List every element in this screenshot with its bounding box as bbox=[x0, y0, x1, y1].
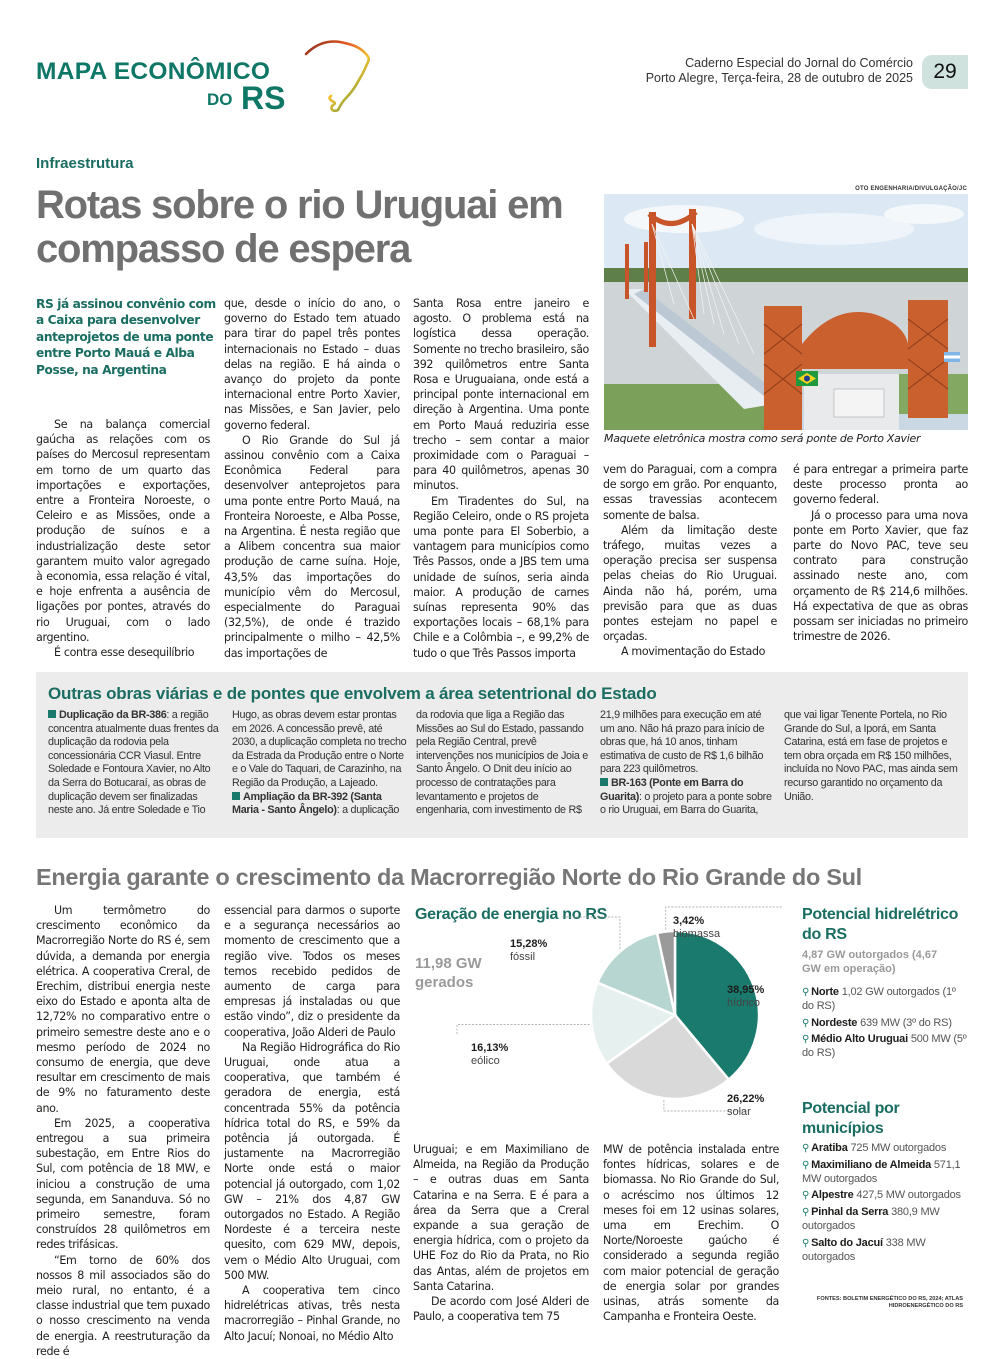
article1-column-4 bbox=[603, 462, 777, 660]
region-value: 1,02 GW outorgados (1º do RS) bbox=[802, 986, 956, 1012]
municipality-value: 427,5 MW outorgados bbox=[856, 1189, 961, 1202]
map-pin-icon: ⚲ bbox=[802, 1034, 810, 1046]
region-value: 500 MW (5º do RS) bbox=[802, 1033, 967, 1060]
article1-column-1 bbox=[36, 417, 210, 660]
municipal-potential-list bbox=[802, 1142, 967, 1267]
hydro-potential-subtitle: 4,87 GW outorgados (4,67 GW em operação) bbox=[802, 949, 938, 975]
paragraph: Em 2025, a cooperativa entregou a sua primeira subestação, em Entre Rios do Sul, com potência de 18 MW, e iniciou a construção de uma segunda, em Sananduva. Só no primeiro semestre, foram construídos 28 quilômetros em redes trifásicas. bbox=[36, 1116, 210, 1252]
municipality-value: 380,9 MW outorgados bbox=[802, 1206, 940, 1232]
paragraph: Uruguai; e em Maximiliano de Almeida, na Região da Produção – e outras duas em Santa Catarina e na Serra. E é para a área da Serra que a Creral expande a sua geração de energia hídrica, com o projeto da UHE Foz do Rio da Prata, no Rio das Antas, além de projetos em Santa Catarina. bbox=[413, 1143, 589, 1293]
municipality-value: 338 MW outorgados bbox=[802, 1236, 926, 1263]
paragraph: MW de potência instalada entre fontes hídricas, solares e de biomassa. No Rio Grande do Sul, o acréscimo nos últimos 12 meses foi em 12 usinas solares, uma em Erechim. O Norte/Noroeste gaúcho é considerado a segunda região com maior potencial de geração de energia solar por grandes usinas, atrás somente da Campanha e Fronteira Oeste. bbox=[603, 1143, 779, 1324]
list-item bbox=[802, 1189, 967, 1203]
paragraph: é para entregar a primeira parte deste processo pronta ao governo federal. bbox=[793, 463, 968, 507]
box-title: Outras obras viárias e de pontes que envolvem a área setentrional do Estado bbox=[48, 684, 657, 703]
bridge-rendering-photo bbox=[604, 194, 968, 430]
region-name: Nordeste bbox=[811, 1016, 858, 1029]
section-kicker: Infraestrutura bbox=[36, 155, 134, 172]
other-works-box bbox=[36, 672, 968, 838]
article-headline: Rotas sobre o rio Uruguai em compasso de espera bbox=[36, 183, 563, 271]
sources-note: FONTES: BOLETIM ENERGÉTICO DO RS, 2024; ATLAS HIDROENERGÉTICO DO RS bbox=[816, 1296, 963, 1309]
municipality-name: Alpestre bbox=[811, 1189, 854, 1202]
pie-label-name-biomassa: biomassa bbox=[673, 928, 721, 940]
chart-subtitle: 11,98 GW gerados bbox=[415, 955, 482, 991]
box-columns bbox=[48, 709, 960, 827]
publication-name: Caderno Especial do Jornal do Comércio bbox=[685, 56, 913, 70]
bullet-square-icon bbox=[232, 792, 240, 800]
brand-do: DO bbox=[207, 90, 233, 109]
map-pin-icon: ⚲ bbox=[802, 1159, 810, 1171]
chart-title: Geração de energia no RS bbox=[415, 906, 607, 923]
pie-label-value-fóssil: 15,28% bbox=[510, 938, 548, 950]
paragraph: É contra esse desequilíbrio bbox=[54, 646, 195, 660]
page-number-badge: 29 bbox=[922, 55, 968, 89]
energy-headline: Energia garante o crescimento da Macrorregião Norte do Rio Grande do Sul bbox=[36, 864, 862, 890]
hydro-potential-title: Potencial hidrelétrico do RS bbox=[802, 906, 959, 943]
article2-column-2 bbox=[224, 903, 400, 1344]
box-item-title: Ampliação da BR-392 (Santa Maria - Santo Ângelo) bbox=[232, 790, 382, 817]
municipality-name: Pinhal da Serra bbox=[811, 1206, 889, 1219]
list-item bbox=[802, 1206, 967, 1234]
rs-map-outline-icon bbox=[298, 38, 378, 116]
article2-column-3 bbox=[413, 1142, 589, 1324]
map-pin-icon: ⚲ bbox=[802, 987, 810, 998]
paragraph: A movimentação do Estado bbox=[621, 645, 766, 659]
pie-label-name-hídrico: hídrico bbox=[727, 997, 761, 1009]
map-pin-icon: ⚲ bbox=[802, 1237, 810, 1249]
pie-label-name-solar: solar bbox=[727, 1106, 751, 1118]
bullet-square-icon bbox=[48, 710, 56, 718]
list-item bbox=[802, 1033, 967, 1061]
energy-pie-chart bbox=[405, 895, 785, 1135]
paragraph: Já o processo para uma nova ponte em Porto Xavier, que faz parte do Novo PAC, teve seu contrato para construção assinado neste ano, com orçamento de R$ 214,6 milhões. Há expectativa de que as obras possam ser iniciadas no primeiro trimestre de 2026. bbox=[793, 508, 968, 644]
pie-leader-line-fóssil bbox=[562, 917, 620, 949]
article1-column-3 bbox=[413, 296, 589, 661]
paragraph: De acordo com José Alderi de Paulo, a cooperativa tem 75 bbox=[413, 1295, 589, 1324]
list-item bbox=[802, 1142, 967, 1156]
paragraph: Em Tiradentes do Sul, na Região Celeiro, onde o RS projeta uma ponte para El Soberbio, a vantagem para municípios como Três Passos, onde a JBS tem uma unidade de suínos, seria ainda maior. A produção de carnes suínas representa 90% das exportações locais – 68,1% para Chile e a Colômbia –, e 99,2% de tudo o que Três Passos importa bbox=[413, 494, 589, 660]
paragraph: Um termômetro do crescimento econômico da Macrorregião Norte do RS é, sem dúvida, a demanda por energia elétrica. A cooperativa Creral, de Erechim, distribui energia neste eixo do Estado e aponta alta de 12,72% no comparativo entre o primeiro semestre deste ano e o mesmo período de 2024 no consumo de energia, que deve resultar em crescimento de mais de 9% no faturamento deste ano. bbox=[36, 904, 210, 1115]
region-name: Norte bbox=[811, 986, 839, 998]
pie-label-name-fóssil: fóssil bbox=[510, 951, 536, 963]
municipality-name: Salto do Jacuí bbox=[811, 1236, 883, 1249]
article1-column-5 bbox=[793, 462, 968, 644]
paragraph: A cooperativa tem cinco hidrelétricas ativas, três nesta macrorregião – Pinhal Grande, no Alto Jacuí; Nonoai, no Médio Alto bbox=[224, 1284, 400, 1343]
bridge-illustration bbox=[604, 194, 968, 430]
region-name: Médio Alto Uruguai bbox=[811, 1033, 908, 1046]
box-item-title: Duplicação da BR-386 bbox=[59, 709, 167, 721]
map-pin-icon: ⚲ bbox=[802, 1190, 810, 1202]
box-item-title: BR-163 (Ponte em Barra do Guarita) bbox=[600, 776, 744, 803]
paragraph: Santa Rosa entre janeiro e agosto. O problema está na logística dessa operação. Somente no trecho brasileiro, são 392 quilômetros entre Santa Rosa e Uruguaiana, onde está a principal ponte internacional em direção à Argentina. Uma ponte em Porto Mauá reduziria esse trecho – sem contar a maior proximidade com o Paraguai – para 40 quilômetros, apenas 30 minutos. bbox=[413, 297, 589, 493]
map-pin-icon: ⚲ bbox=[802, 1143, 810, 1154]
dateline: Porto Alegre, Terça-feira, 28 de outubro de 2025 bbox=[645, 71, 913, 85]
paragraph: O Rio Grande do Sul já assinou convênio com a Caixa Econômica Federal para desenvolver anteprojetos para uma ponte entre Porto Mauá, na Fronteira Noroeste, e Alba Posse, na Argentina. É nesta região que a Alibem concentra sua maior produção de carne suína. Hoje, 43,5% das importações do município vêm do Mercosul, especialmente do Paraguai (32,5%), de onde é trazido principalmente o milho – 42,5% das importações de bbox=[224, 433, 400, 660]
paragraph: Além da limitação deste tráfego, muitas vezes a operação precisa ser suspensa pelas cheias do Rio Uruguai. Ainda não há, porém, uma previsão para que as duas pontes estejam no papel e orçadas. bbox=[603, 523, 777, 644]
article2-column-4 bbox=[603, 1142, 779, 1324]
list-item bbox=[802, 1017, 967, 1031]
map-pin-icon: ⚲ bbox=[802, 1017, 810, 1029]
pie-label-value-biomassa: 3,42% bbox=[673, 915, 705, 927]
box-item-text: : a região concentra atualmente duas frentes da duplicação da rodovia pela concessionária CCR Viasul. Entre Soledade e Fontoura Xavier, no Alto da Serra do Botucaraí, as obras de duplicação devem ser finalizadas neste ano. Já entre Soledade e Tio Hugo, as obras devem estar prontas em 2026. A concessão prevê, até 2030, a duplicação completa no trecho da Estrada da Produção entre o Norte e o Vale do Taquari, de Carazinho, na Região da Produção, a Lajeado. bbox=[48, 709, 407, 817]
photo-caption: Maquete eletrônica mostra como será ponte de Porto Xavier bbox=[604, 432, 921, 445]
pie-label-value-eólico: 16,13% bbox=[471, 1042, 509, 1054]
region-value: 639 MW (3º do RS) bbox=[860, 1016, 952, 1029]
box-item-text: : o projeto para a ponte sobre o rio Uruguai, em Barra do Guarita, que vai ligar Tenente Portela, no Rio Grande do Sul, a Iporá, em Santa Catarina, está em fase de projetos e tem obra orçada em R$ 150 milhões, incluída no Novo PAC, mas ainda sem recurso garantido no orçamento da União. bbox=[600, 709, 958, 817]
municipality-name: Maximiliano de Almeida bbox=[811, 1158, 932, 1171]
photo-credit: OTO ENGENHARIA/DIVULGAÇÃO/JC bbox=[855, 186, 967, 192]
masthead-logo bbox=[36, 38, 346, 118]
article2-column-1 bbox=[36, 903, 210, 1359]
list-item bbox=[802, 1159, 967, 1187]
publication-info bbox=[646, 56, 913, 86]
municipal-potential-title: Potencial por municípios bbox=[802, 1100, 900, 1137]
paragraph: que, desde o início do ano, o governo do Estado tem atuado para tirar do papel três pontes internacionais no Estado – duas delas na região. E há ainda o avanço do projeto da ponte internacional entre Porto Xavier, nas Missões, e San Javier, pelo governo federal. bbox=[224, 297, 400, 432]
pie-label-value-hídrico: 38,95% bbox=[727, 984, 765, 996]
paragraph: Na Região Hidrográfica do Rio Uruguai, onde atua a cooperativa, que também é geradora de energia, está concentrada 55% da potência hídrica total do RS, e 59% da potência já outorgada. É justamente na Macrorregião Norte onde está o maior potencial já outorgado, com 1,02 GW – 21% dos 4,87 GW outorgados no Estado. A Região Nordeste é a terceira neste quesito, com 629 MW, depois, vem o Médio Alto Uruguai, com 500 MW. bbox=[224, 1040, 400, 1282]
municipality-value: 571,1 MW outorgados bbox=[802, 1158, 961, 1185]
pie-label-name-eólico: eólico bbox=[471, 1055, 500, 1067]
pie-label-value-solar: 26,22% bbox=[727, 1093, 765, 1105]
hydro-potential-list bbox=[802, 986, 967, 1064]
brand-title: MAPA ECONÔMICO bbox=[36, 58, 271, 85]
paragraph: essencial para darmos o suporte e a segurança necessários ao momento de crescimento que a região vive. Todos os meses temos recebido pedidos de aumento de carga para empresas já instaladas ou que estão vindo”, diz o presidente da cooperativa, João Alderi de Paulo bbox=[224, 904, 400, 1039]
paragraph: “Em torno de 60% dos nossos 8 mil associados são do meio rural, no entanto, é a classe industrial que tem puxado o nosso crescimento na venda de energia. A reestruturação da rede é bbox=[36, 1253, 210, 1358]
box-item-text: : a duplicação da rodovia que liga a Região das Missões ao Sul do Estado, passando pela Região Central, prevê intervenções nos municípios de Joia e Santo Ângelo. O Dnit deu início ao processo de contratações para levantamento e projetos de engenharia, com investimento de R$ 21,9 milhões para execução em até um ano. Não há prazo para início de obras que, há 10 anos, tinham estimativa de custo de R$ 1,6 bilhão para 223 quilômetros. bbox=[336, 709, 765, 817]
bullet-square-icon bbox=[600, 778, 608, 786]
municipality-value: 725 MW outorgados bbox=[850, 1142, 947, 1154]
municipality-name: Aratiba bbox=[811, 1142, 848, 1154]
paragraph: vem do Paraguai, com a compra de sorgo em grão. Por enquanto, essas travessias acontecem somente de balsa. bbox=[603, 463, 777, 522]
brand-rs: RS bbox=[241, 80, 286, 116]
map-pin-icon: ⚲ bbox=[802, 1207, 810, 1219]
list-item bbox=[802, 986, 967, 1014]
article-lede: RS já assinou convênio com a Caixa para desenvolver anteprojetos de uma ponte entre Porto Mauá e Alba Posse, na Argentina bbox=[36, 297, 216, 377]
article1-column-2 bbox=[224, 296, 400, 661]
pie-leader-line-eólico bbox=[457, 1025, 590, 1034]
paragraph: Se na balança comercial gaúcha as relações com os países do Mercosul representam em torno de um quarto das importações e exportações, entre a Fronteira Noroeste, o Celeiro e as Missões, onde a produção de suínos e a industrialização deste setor garantem muito valor agregado à economia, essa relação é vital, e hoje enfrenta a ausência de ligações por pontes, através do rio Uruguai, com o lado argentino. bbox=[36, 418, 210, 644]
list-item bbox=[802, 1237, 967, 1265]
